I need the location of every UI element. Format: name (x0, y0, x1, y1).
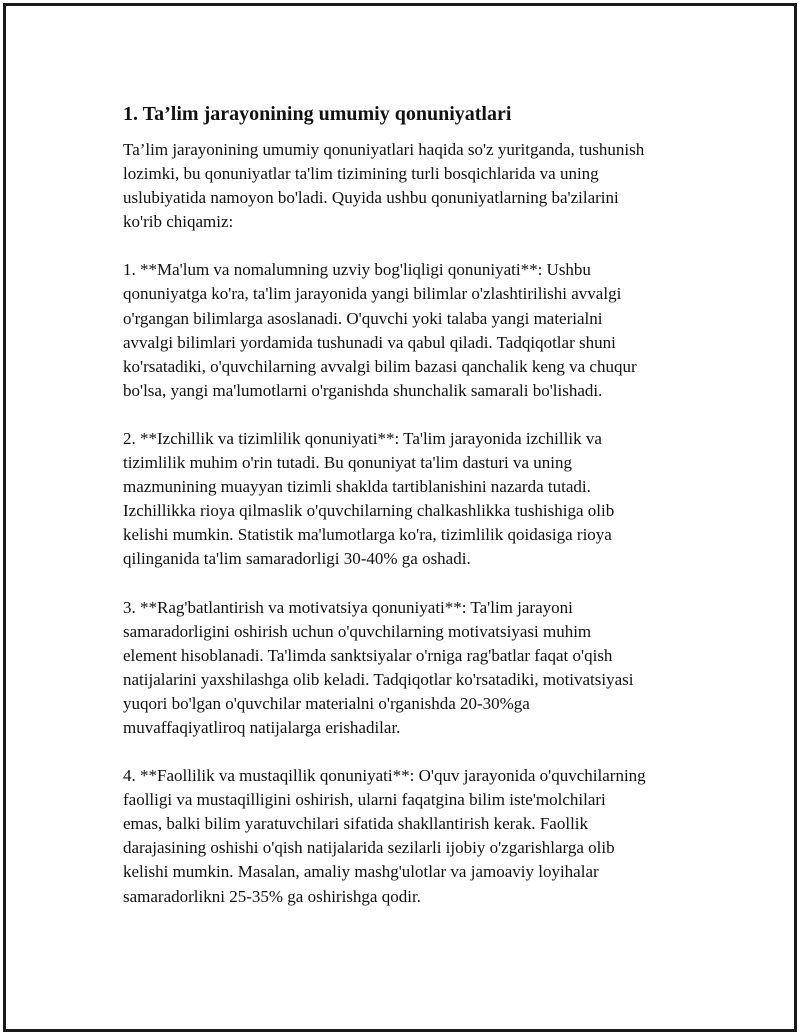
page-frame (3, 3, 797, 1032)
law-4-paragraph: 4. **Faollilik va mustaqillik qonuniyati**: O'quv jarayonida o'quvchilarning faolligi va mustaqilligini oshirish, ularni faqatgina bilim iste'molchilari emas, balki bilim yaratuvchilari sifatida shakllantirish kerak. Faollik darajasining oshishi o'qish natijalarida sezilarli ijobiy o'zgarishlarga olib kelishi mumkin. Masalan, amaliy mashg'ulotlar va jamoaviy loyihalar samaradorlikni 25-35% ga oshirishga qodir. (123, 766, 646, 906)
document-body (123, 100, 703, 933)
intro-paragraph: Ta’lim jarayonining umumiy qonuniyatlari haqida so'z yuritganda, tushunish lozimki, bu qonuniyatlar ta'lim tizimining turli bosqichlarida va uning uslubiyatida namoyon bo'ladi. Quyida ushbu qonuniyatlarning ba'zilarini ko'rib chiqamiz: (123, 140, 645, 232)
law-1-paragraph: 1. **Ma'lum va nomalumning uzviy bog'liqligi qonuniyati**: Ushbu qonuniyatga ko'ra, ta'lim jarayonida yangi bilimlar o'zlashtirilishi avvalgi o'rgangan bilimlarga asoslanadi. O'quvchi yoki talaba yangi materialni avvalgi bilimlari yordamida tushunadi va qabul qiladi. Tadqiqotlar shuni ko'rsatadiki, o'quvchilarning avvalgi bilim bazasi qanchalik keng va chuqur bo'lsa, yangi ma'lumotlarni o'rganishda shunchalik samarali bo'lishadi. (123, 260, 637, 400)
section-heading: 1. Ta’lim jarayonining umumiy qonuniyatlari (123, 103, 512, 125)
law-2-paragraph: 2. **Izchillik va tizimlilik qonuniyati**: Ta'lim jarayonida izchillik va tizimlilik muhim o'rin tutadi. Bu qonuniyat ta'lim dasturi va uning mazmunining muayyan tizimli shaklda tartiblanishini nazarda tutadi. Izchillikka rioya qilmaslik o'quvchilarning chalkashlikka tushishiga olib kelishi mumkin. Statistik ma'lumotlarga ko'ra, tizimlilik qoidasiga rioya qilinganida ta'lim samaradorligi 30-40% ga oshadi. (123, 428, 615, 569)
law-3-paragraph: 3. **Rag'batlantirish va motivatsiya qonuniyati**: Ta'lim jarayoni samaradorligini oshirish uchun o'quvchilarning motivatsiyasi muhim element hisoblanadi. Ta'limda sanktsiyalar o'rniga rag'batlar faqat o'qish natijalarini yaxshilashga olib keladi. Tadqiqotlar ko'rsatadiki, motivatsiyasi yuqori bo'lgan o'quvchilar materialni o'rganishda 20-30%ga muvaffaqiyatliroq natijalarga erishadilar. (123, 597, 634, 737)
